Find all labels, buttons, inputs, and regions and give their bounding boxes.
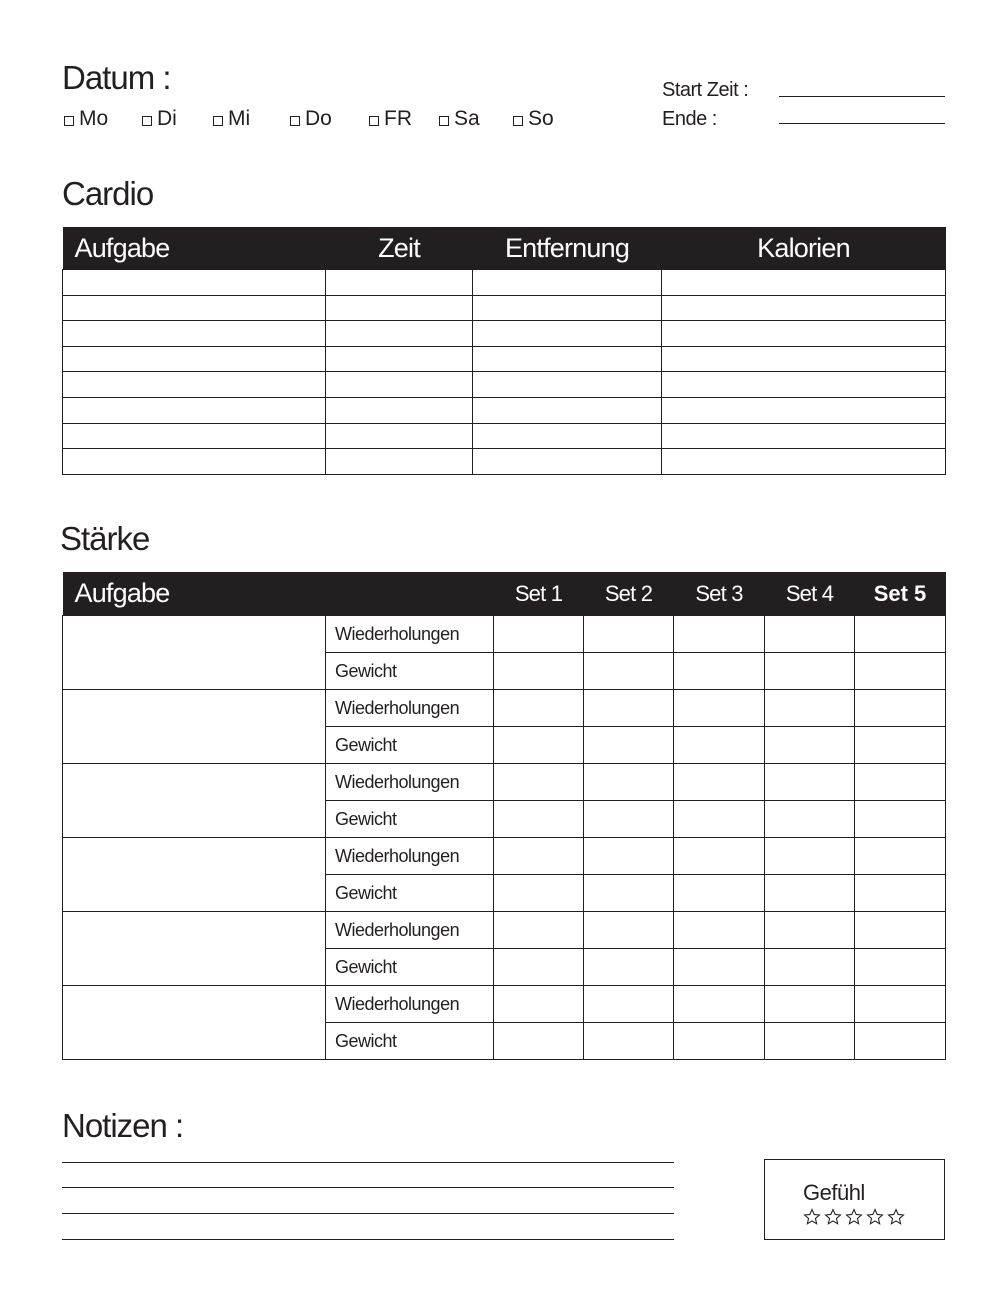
- metric-label-reps: Wiederholungen: [326, 690, 494, 727]
- checkbox-icon[interactable]: [142, 116, 152, 126]
- cardio-col-aufgabe: Aufgabe: [63, 227, 326, 270]
- day-checkbox-mo[interactable]: Mo: [64, 106, 108, 132]
- metric-label-reps: Wiederholungen: [326, 986, 494, 1023]
- strength-cell-set-4[interactable]: [765, 727, 855, 764]
- strength-cell-set-2[interactable]: [584, 838, 674, 875]
- cardio-col-zeit: Zeit: [326, 227, 473, 270]
- cardio-cell-aufgabe[interactable]: [63, 423, 326, 449]
- strength-cell-set-3[interactable]: [674, 616, 765, 653]
- checkbox-icon[interactable]: [439, 116, 449, 126]
- cardio-cell-zeit[interactable]: [326, 295, 473, 321]
- strength-cell-set-1[interactable]: [494, 690, 584, 727]
- metric-label-weight: Gewicht: [326, 875, 494, 912]
- cardio-cell-kalorien[interactable]: [662, 270, 946, 296]
- strength-cell-set-4[interactable]: [765, 616, 855, 653]
- strength-cell-set-1[interactable]: [494, 616, 584, 653]
- checkbox-icon[interactable]: [369, 116, 379, 126]
- cardio-row: [63, 321, 946, 347]
- notes-line[interactable]: [62, 1239, 674, 1240]
- strength-cell-set-1[interactable]: [494, 727, 584, 764]
- cardio-cell-entfernung[interactable]: [473, 270, 662, 296]
- cardio-cell-zeit[interactable]: [326, 449, 473, 475]
- checkbox-icon[interactable]: [513, 116, 523, 126]
- checkbox-icon[interactable]: [290, 116, 300, 126]
- cardio-cell-aufgabe[interactable]: [63, 372, 326, 398]
- strength-cell-set-5[interactable]: [855, 875, 946, 912]
- notes-title: Notizen :: [62, 1107, 184, 1144]
- strength-col-set-2: Set 2: [584, 572, 674, 616]
- strength-cell-set-3[interactable]: [674, 986, 765, 1023]
- strength-cell-set-5[interactable]: [855, 1023, 946, 1060]
- strength-cell-exercise[interactable]: [63, 616, 326, 690]
- cardio-cell-kalorien[interactable]: [662, 423, 946, 449]
- strength-cell-set-4[interactable]: [765, 875, 855, 912]
- strength-row: [63, 912, 946, 949]
- strength-cell-set-4[interactable]: [765, 949, 855, 986]
- day-checkbox-do[interactable]: Do: [290, 106, 332, 132]
- strength-cell-set-5[interactable]: [855, 727, 946, 764]
- cardio-cell-zeit[interactable]: [326, 321, 473, 347]
- cardio-row: [63, 449, 946, 475]
- strength-cell-set-2[interactable]: [584, 912, 674, 949]
- cardio-cell-kalorien[interactable]: [662, 321, 946, 347]
- strength-cell-set-1[interactable]: [494, 912, 584, 949]
- strength-cell-set-2[interactable]: [584, 727, 674, 764]
- strength-cell-set-4[interactable]: [765, 838, 855, 875]
- strength-cell-set-3[interactable]: [674, 764, 765, 801]
- day-checkbox-di[interactable]: Di: [142, 106, 177, 132]
- day-checkbox-fr[interactable]: FR: [369, 106, 412, 132]
- strength-cell-set-3[interactable]: [674, 1023, 765, 1060]
- strength-cell-set-5[interactable]: [855, 801, 946, 838]
- cardio-col-kalorien: Kalorien: [662, 227, 946, 270]
- metric-label-weight: Gewicht: [326, 653, 494, 690]
- strength-cell-set-3[interactable]: [674, 912, 765, 949]
- cardio-cell-entfernung[interactable]: [473, 449, 662, 475]
- strength-cell-set-5[interactable]: [855, 912, 946, 949]
- cardio-row: [63, 423, 946, 449]
- strength-cell-set-2[interactable]: [584, 801, 674, 838]
- feeling-box: [764, 1159, 945, 1240]
- end-time-label: Ende :: [662, 108, 717, 130]
- cardio-cell-zeit[interactable]: [326, 423, 473, 449]
- strength-cell-set-5[interactable]: [855, 653, 946, 690]
- strength-cell-set-3[interactable]: [674, 801, 765, 838]
- strength-cell-set-1[interactable]: [494, 838, 584, 875]
- strength-cell-set-2[interactable]: [584, 986, 674, 1023]
- cardio-cell-aufgabe[interactable]: [63, 346, 326, 372]
- strength-col-set-4: Set 4: [765, 572, 855, 616]
- cardio-row: [63, 372, 946, 398]
- cardio-cell-entfernung[interactable]: [473, 321, 662, 347]
- strength-cell-set-4[interactable]: [765, 1023, 855, 1060]
- cardio-cell-zeit[interactable]: [326, 372, 473, 398]
- metric-label-weight: Gewicht: [326, 727, 494, 764]
- notes-line[interactable]: [62, 1162, 674, 1163]
- strength-col-set-5: Set 5: [855, 572, 946, 616]
- cardio-cell-kalorien[interactable]: [662, 295, 946, 321]
- strength-cell-exercise[interactable]: [63, 690, 326, 764]
- strength-cell-set-5[interactable]: [855, 986, 946, 1023]
- strength-cell-set-1[interactable]: [494, 801, 584, 838]
- cardio-header-row: [63, 227, 946, 270]
- strength-cell-set-5[interactable]: [855, 690, 946, 727]
- cardio-cell-zeit[interactable]: [326, 270, 473, 296]
- cardio-cell-entfernung[interactable]: [473, 423, 662, 449]
- metric-label-reps: Wiederholungen: [326, 616, 494, 653]
- feeling-rating[interactable]: [803, 1208, 905, 1226]
- strength-cell-set-3[interactable]: [674, 690, 765, 727]
- cardio-cell-entfernung[interactable]: [473, 372, 662, 398]
- cardio-cell-entfernung[interactable]: [473, 346, 662, 372]
- strength-title: Stärke: [60, 520, 150, 557]
- strength-col-aufgabe: Aufgabe: [63, 572, 326, 616]
- strength-cell-set-1[interactable]: [494, 875, 584, 912]
- strength-cell-set-5[interactable]: [855, 949, 946, 986]
- cardio-cell-aufgabe[interactable]: [63, 270, 326, 296]
- cardio-row: [63, 346, 946, 372]
- strength-cell-set-3[interactable]: [674, 949, 765, 986]
- date-label: Datum :: [62, 59, 171, 96]
- day-checkbox-so[interactable]: So: [513, 106, 554, 132]
- cardio-cell-kalorien[interactable]: [662, 372, 946, 398]
- metric-label-reps: Wiederholungen: [326, 764, 494, 801]
- strength-cell-set-2[interactable]: [584, 690, 674, 727]
- strength-cell-set-2[interactable]: [584, 875, 674, 912]
- feeling-label: Gefühl: [803, 1180, 865, 1205]
- strength-row: [63, 764, 946, 801]
- strength-cell-set-3[interactable]: [674, 838, 765, 875]
- cardio-cell-aufgabe[interactable]: [63, 397, 326, 423]
- metric-label-reps: Wiederholungen: [326, 838, 494, 875]
- strength-cell-set-4[interactable]: [765, 690, 855, 727]
- strength-cell-set-2[interactable]: [584, 764, 674, 801]
- strength-cell-set-5[interactable]: [855, 838, 946, 875]
- strength-row: [63, 616, 946, 653]
- strength-cell-set-1[interactable]: [494, 1023, 584, 1060]
- cardio-col-entfernung: Entfernung: [473, 227, 662, 270]
- strength-cell-set-4[interactable]: [765, 912, 855, 949]
- cardio-cell-kalorien[interactable]: [662, 346, 946, 372]
- strength-col-set-1: Set 1: [494, 572, 584, 616]
- star-icon[interactable]: [824, 1208, 842, 1226]
- cardio-cell-aufgabe[interactable]: [63, 449, 326, 475]
- strength-cell-set-3[interactable]: [674, 875, 765, 912]
- strength-cell-set-5[interactable]: [855, 616, 946, 653]
- strength-table: [62, 572, 946, 1060]
- strength-cell-set-1[interactable]: [494, 764, 584, 801]
- strength-cell-set-2[interactable]: [584, 653, 674, 690]
- cardio-row: [63, 270, 946, 296]
- star-icon[interactable]: [803, 1208, 821, 1226]
- metric-label-weight: Gewicht: [326, 1023, 494, 1060]
- strength-header-row: [63, 572, 946, 616]
- strength-col-set-3: Set 3: [674, 572, 765, 616]
- strength-cell-set-2[interactable]: [584, 616, 674, 653]
- strength-cell-set-3[interactable]: [674, 653, 765, 690]
- star-icon[interactable]: [887, 1208, 905, 1226]
- cardio-row: [63, 295, 946, 321]
- strength-row: [63, 690, 946, 727]
- end-time-field[interactable]: [779, 123, 945, 124]
- strength-cell-set-1[interactable]: [494, 949, 584, 986]
- day-checkbox-mi[interactable]: Mi: [213, 106, 250, 132]
- strength-cell-exercise[interactable]: [63, 838, 326, 912]
- cardio-cell-entfernung[interactable]: [473, 295, 662, 321]
- strength-cell-set-1[interactable]: [494, 653, 584, 690]
- cardio-cell-aufgabe[interactable]: [63, 295, 326, 321]
- cardio-cell-zeit[interactable]: [326, 397, 473, 423]
- metric-label-reps: Wiederholungen: [326, 912, 494, 949]
- star-icon[interactable]: [866, 1208, 884, 1226]
- strength-cell-set-4[interactable]: [765, 801, 855, 838]
- day-checkbox-sa[interactable]: Sa: [439, 106, 480, 132]
- strength-cell-set-2[interactable]: [584, 1023, 674, 1060]
- strength-cell-set-4[interactable]: [765, 653, 855, 690]
- checkbox-icon[interactable]: [213, 116, 223, 126]
- cardio-title: Cardio: [62, 175, 154, 212]
- strength-row: [63, 986, 946, 1023]
- cardio-cell-aufgabe[interactable]: [63, 321, 326, 347]
- cardio-cell-entfernung[interactable]: [473, 397, 662, 423]
- start-time-field[interactable]: [779, 96, 945, 97]
- metric-label-weight: Gewicht: [326, 949, 494, 986]
- strength-cell-set-5[interactable]: [855, 764, 946, 801]
- strength-cell-exercise[interactable]: [63, 986, 326, 1060]
- strength-cell-set-2[interactable]: [584, 949, 674, 986]
- cardio-cell-zeit[interactable]: [326, 346, 473, 372]
- notes-line[interactable]: [62, 1213, 674, 1214]
- strength-cell-set-4[interactable]: [765, 764, 855, 801]
- star-icon[interactable]: [845, 1208, 863, 1226]
- strength-col-metric: [326, 572, 494, 616]
- cardio-cell-kalorien[interactable]: [662, 397, 946, 423]
- strength-cell-set-3[interactable]: [674, 727, 765, 764]
- strength-row: [63, 838, 946, 875]
- cardio-table: [62, 227, 946, 475]
- strength-cell-exercise[interactable]: [63, 912, 326, 986]
- cardio-row: [63, 397, 946, 423]
- cardio-cell-kalorien[interactable]: [662, 449, 946, 475]
- metric-label-weight: Gewicht: [326, 801, 494, 838]
- strength-cell-exercise[interactable]: [63, 764, 326, 838]
- checkbox-icon[interactable]: [64, 116, 74, 126]
- strength-cell-set-4[interactable]: [765, 986, 855, 1023]
- start-time-label: Start Zeit :: [662, 79, 749, 101]
- strength-cell-set-1[interactable]: [494, 986, 584, 1023]
- notes-line[interactable]: [62, 1187, 674, 1188]
